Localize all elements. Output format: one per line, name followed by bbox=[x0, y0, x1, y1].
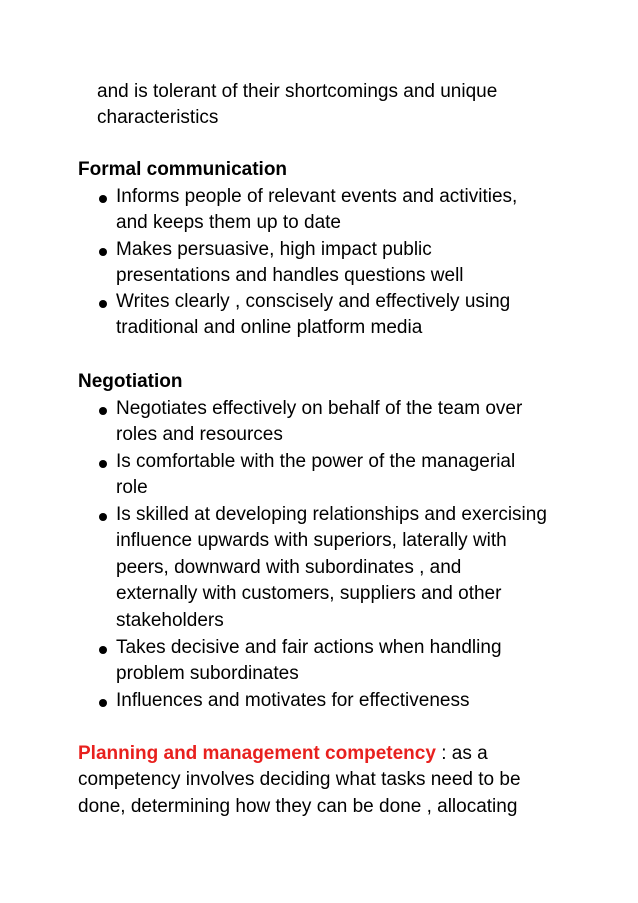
planning-first-line-rest: : as a bbox=[435, 743, 488, 764]
bullet-icon bbox=[99, 646, 107, 654]
list-item-line: peers, downward with subordinates , and bbox=[116, 557, 462, 578]
intro-line: and is tolerant of their shortcomings and unique bbox=[97, 81, 498, 102]
section-heading-formal-communication: Formal communication bbox=[78, 159, 288, 180]
section-heading-planning: Planning and management competency bbox=[78, 743, 436, 764]
planning-paragraph-first-line bbox=[78, 741, 488, 768]
bullet-icon bbox=[99, 300, 107, 308]
list-item-line: Is comfortable with the power of the managerial bbox=[116, 451, 516, 472]
list-item-line: presentations and handles questions well bbox=[116, 265, 464, 286]
list-item-line: Negotiates effectively on behalf of the team over bbox=[116, 398, 523, 419]
bullet-icon bbox=[99, 195, 107, 203]
intro-line: characteristics bbox=[97, 107, 219, 128]
bullet-icon bbox=[99, 513, 107, 521]
list-item-line: Informs people of relevant events and activities, bbox=[116, 186, 518, 207]
list-item-line: stakeholders bbox=[116, 610, 224, 631]
list-item-line: roles and resources bbox=[116, 424, 283, 445]
list-item-line: problem subordinates bbox=[116, 663, 299, 684]
paragraph-line: done, determining how they can be done , allocating bbox=[78, 796, 518, 817]
list-item-line: Influences and motivates for effectiveness bbox=[116, 690, 470, 711]
section-heading-negotiation: Negotiation bbox=[78, 371, 183, 392]
list-item-line: externally with customers, suppliers and other bbox=[116, 583, 502, 604]
list-item-line: Is skilled at developing relationships and exercising bbox=[116, 504, 547, 525]
list-item-line: Takes decisive and fair actions when handling bbox=[116, 637, 502, 658]
list-item-line: Makes persuasive, high impact public bbox=[116, 239, 432, 260]
list-item-line: and keeps them up to date bbox=[116, 212, 341, 233]
list-item-line: Writes clearly , conscisely and effectively using bbox=[116, 291, 511, 312]
list-item-line: traditional and online platform media bbox=[116, 317, 423, 338]
list-item-line: role bbox=[116, 477, 148, 498]
bullet-icon bbox=[99, 248, 107, 256]
bullet-icon bbox=[99, 460, 107, 468]
bullet-icon bbox=[99, 699, 107, 707]
paragraph-line: competency involves deciding what tasks need to be bbox=[78, 769, 521, 790]
list-item-line: influence upwards with superiors, laterally with bbox=[116, 530, 507, 551]
bullet-icon bbox=[99, 407, 107, 415]
